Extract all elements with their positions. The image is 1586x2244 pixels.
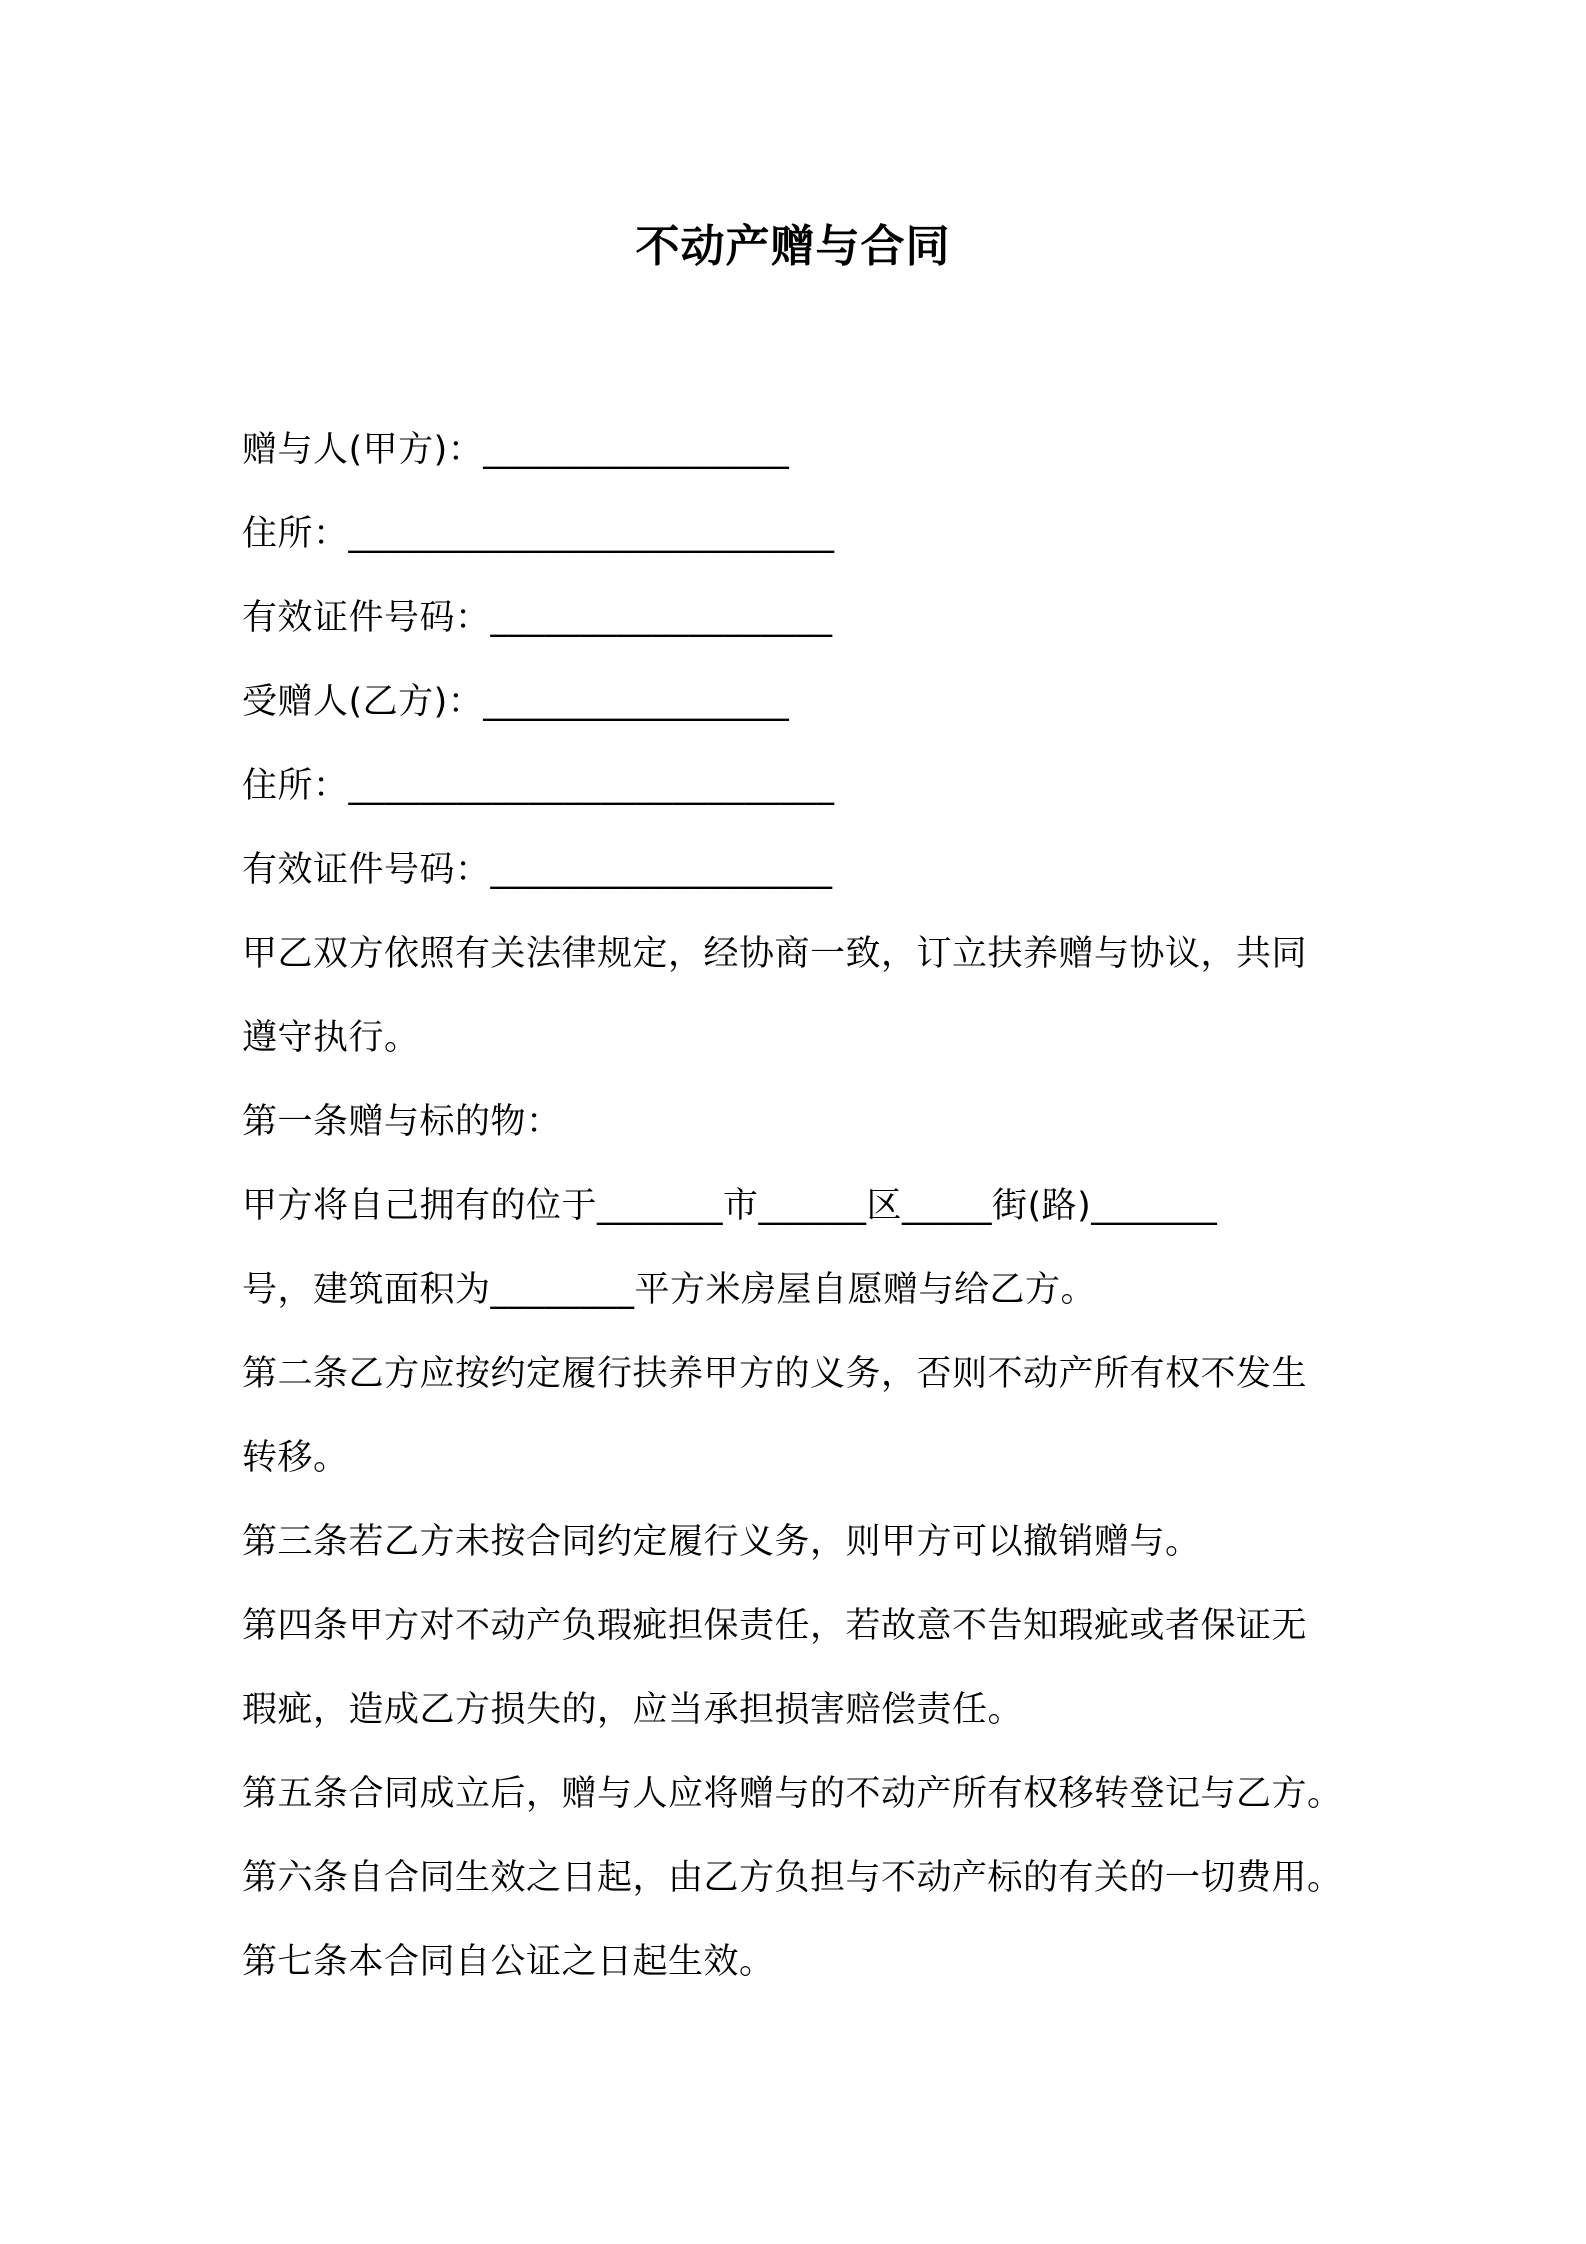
donor-id-line: 有效证件号码：___________________ [242,598,833,638]
donee-address-line: 住所：___________________________ [242,766,835,806]
article-1-heading: 第一条赠与标的物： [242,1102,562,1142]
article-3-line: 第三条若乙方未按合同约定履行义务，则甲方可以撤销赠与。 [242,1522,1201,1562]
article-1-line-1: 甲方将自己拥有的位于_______市______区_____街(路)_______ [242,1186,1218,1226]
donee-name-line: 受赠人(乙方)：_________________ [242,682,790,722]
document-body [242,408,1372,2004]
article-4-line-2: 瑕疵，造成乙方损失的，应当承担损害赔偿责任。 [242,1690,1024,1730]
article-7-line: 第七条本合同自公证之日起生效。 [242,1942,775,1982]
article-6-line: 第六条自合同生效之日起，由乙方负担与不动产标的有关的一切费用。 [242,1858,1343,1898]
article-2-line-1: 第二条乙方应按约定履行扶养甲方的义务，否则不动产所有权不发生 [242,1354,1308,1394]
article-4-line-1: 第四条甲方对不动产负瑕疵担保责任，若故意不告知瑕疵或者保证无 [242,1606,1308,1646]
donee-id-line: 有效证件号码：___________________ [242,850,833,890]
donor-name-line: 赠与人(甲方)：_________________ [242,430,790,470]
preamble-line-1: 甲乙双方依照有关法律规定，经协商一致，订立扶养赠与协议，共同 [242,934,1308,974]
preamble-line-2: 遵守执行。 [242,1018,420,1058]
document-title: 不动产赠与合同 [635,221,951,272]
article-2-line-2: 转移。 [242,1438,349,1478]
article-1-line-2: 号，建筑面积为________平方米房屋自愿赠与给乙方。 [242,1270,1097,1310]
article-5-line: 第五条合同成立后，赠与人应将赠与的不动产所有权移转登记与乙方。 [242,1774,1343,1814]
donor-address-line: 住所：___________________________ [242,514,835,554]
